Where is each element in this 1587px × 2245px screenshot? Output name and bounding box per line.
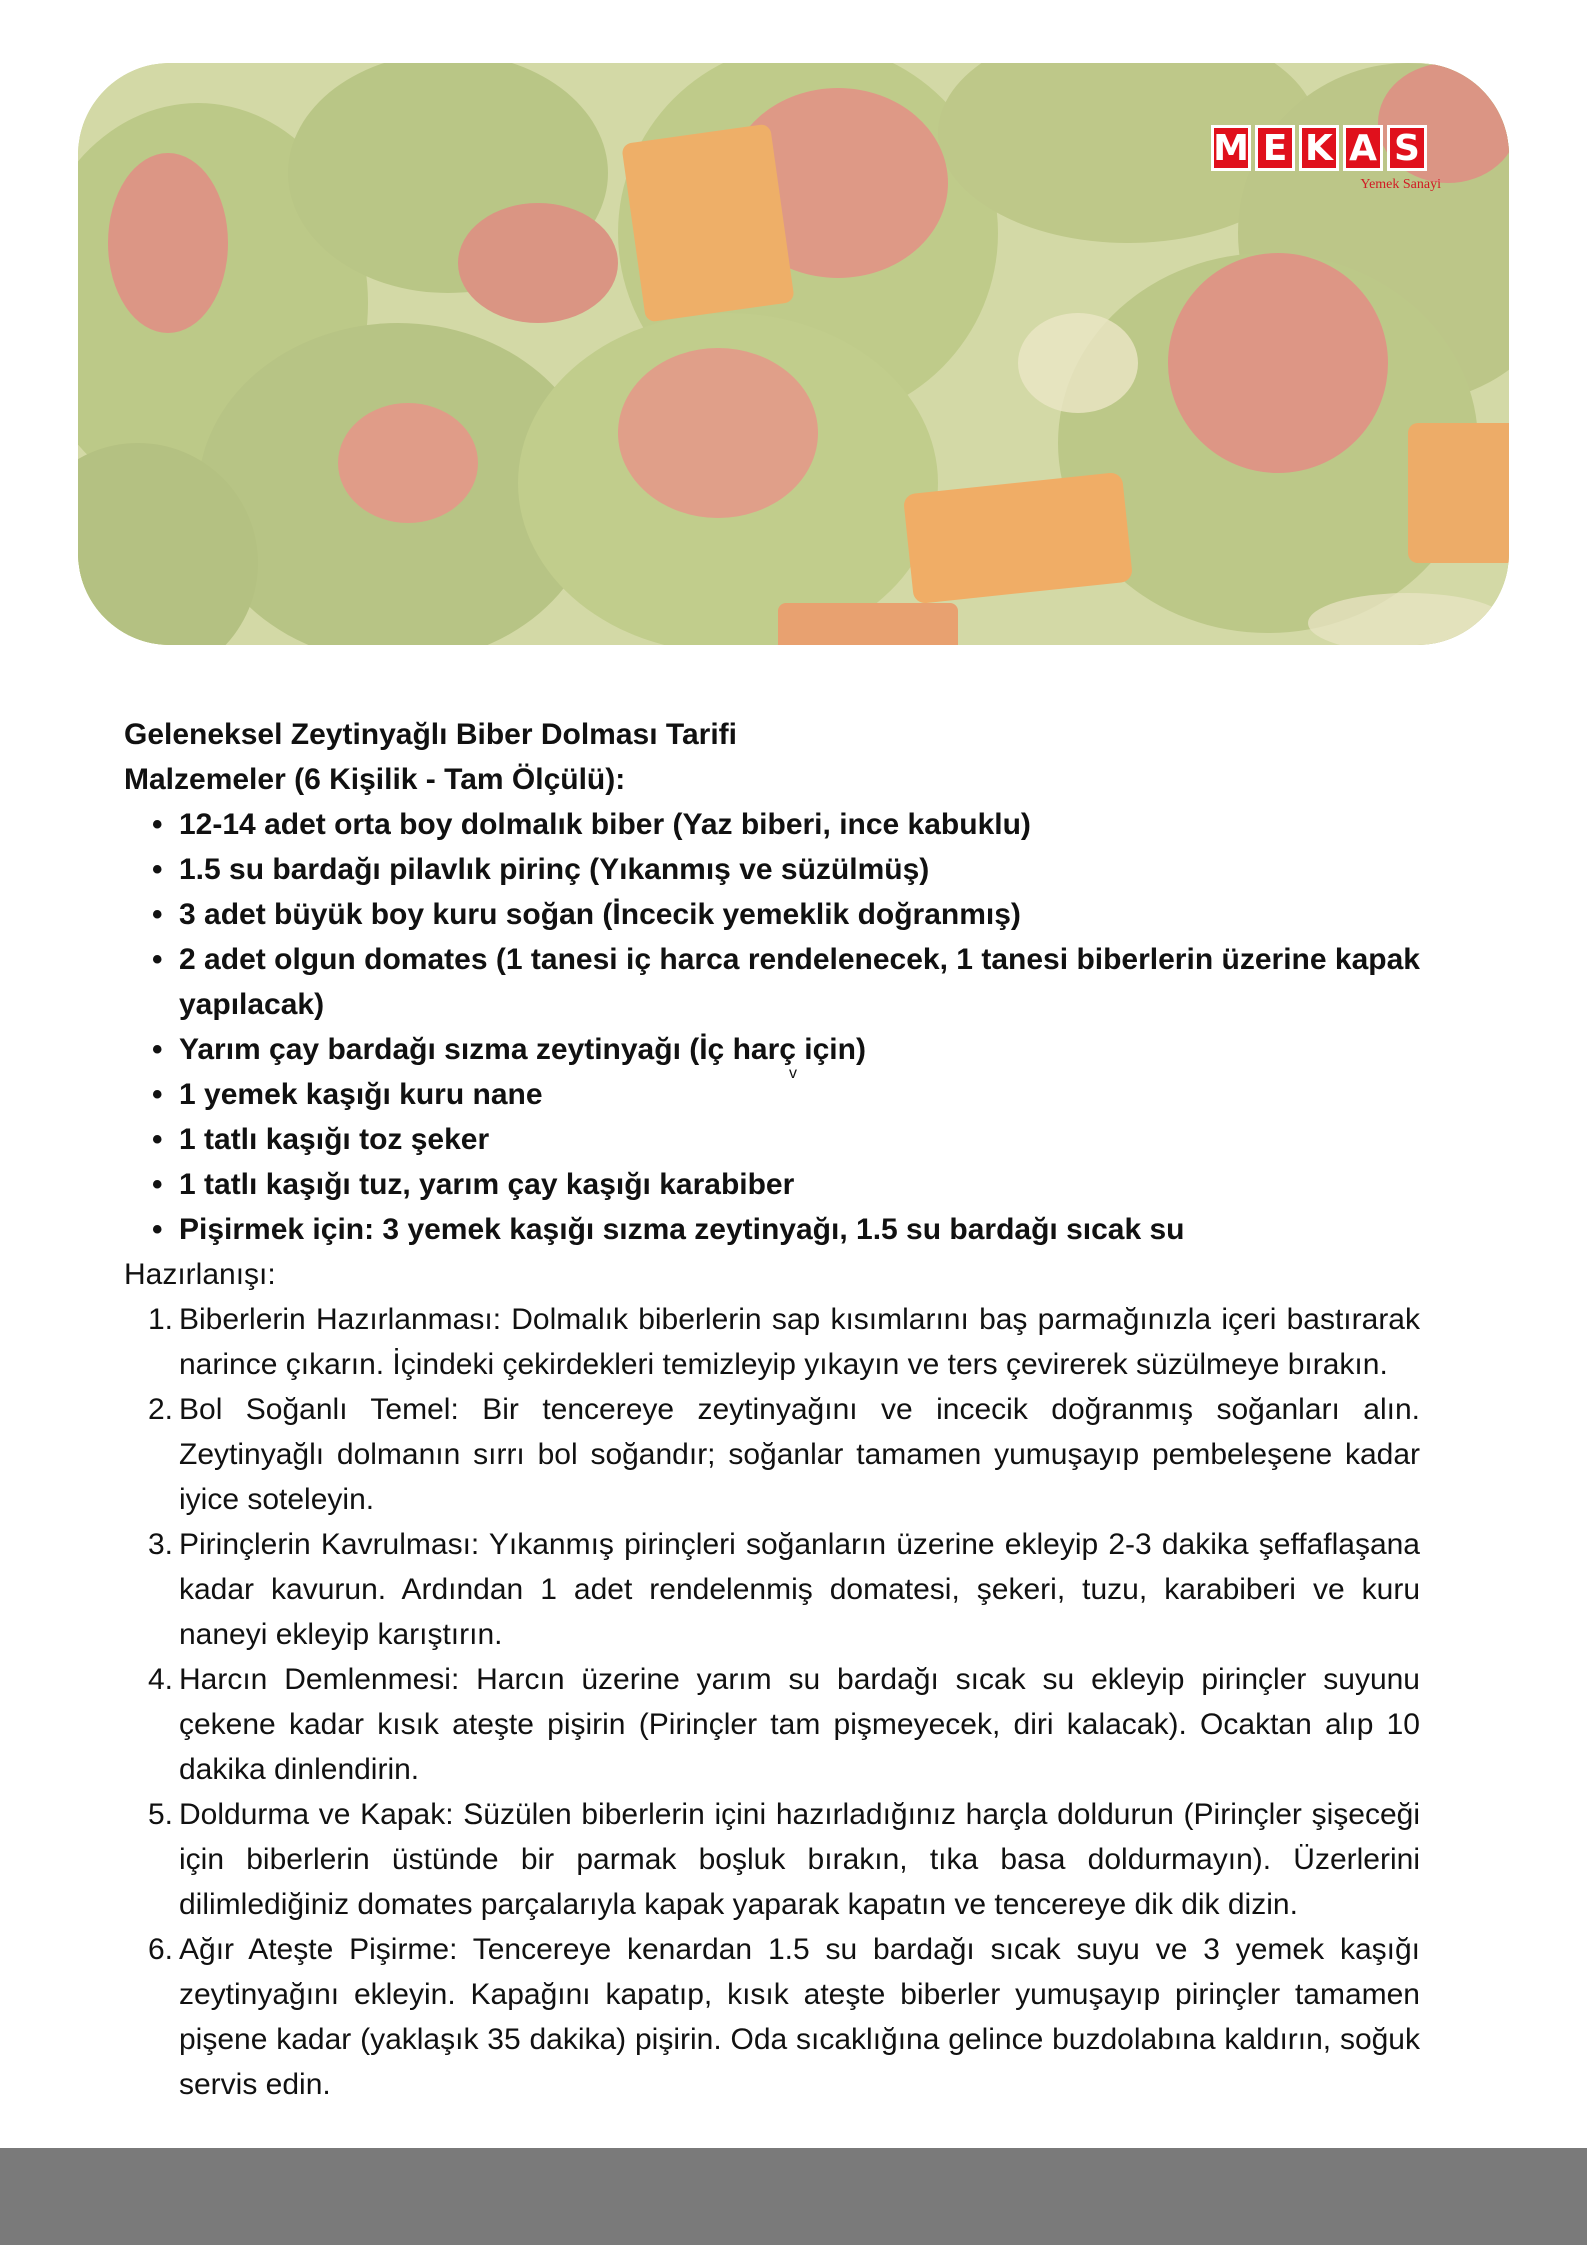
- footer-bar: [0, 2148, 1587, 2245]
- ingredient-item: • 1 tatlı kaşığı toz şeker: [124, 1117, 1420, 1162]
- stray-mark: v: [789, 1065, 797, 1082]
- step-item: [124, 1387, 1420, 1522]
- step-number: 4.: [148, 1663, 174, 1696]
- ingredient-item: • Yarım çay bardağı sızma zeytinyağı (İç harç için): [124, 1027, 1420, 1072]
- logo-letter: E: [1255, 125, 1295, 171]
- step-text: Ağır Ateşte Pişirme: Tencereye kenardan 1.5 su bardağı sıcak suyu ve 3 yemek kaşığı zeytinyağını ekleyin. Kapağını kapatıp, kısık ateşte biberler yumuşayıp pirinçler tamamen pişene kadar (yaklaşık 35 dakika) pişirin. Oda sıcaklığına gelince buzdolabına kaldırın, soğuk servis edin.: [179, 1933, 1420, 2101]
- ingredient-item: • Pişirmek için: 3 yemek kaşığı sızma zeytinyağı, 1.5 su bardağı sıcak su: [124, 1207, 1420, 1252]
- step-text: Biberlerin Hazırlanması: Dolmalık biberlerin sap kısımlarını baş parmağınızla içeri bastırarak narince çıkarın. İçindeki çekirdekleri temizleyip yıkayın ve ters çevirerek süzülmeye bırakın.: [179, 1303, 1420, 1381]
- ingredients-list: [124, 802, 1420, 1252]
- logo-letter: S: [1387, 125, 1427, 171]
- ingredient-item: • 3 adet büyük boy kuru soğan (İncecik yemeklik doğranmış): [124, 892, 1420, 937]
- logo-letter: K: [1299, 125, 1339, 171]
- step-text: Pirinçlerin Kavrulması: Yıkanmış pirinçleri soğanların üzerine ekleyip 2-3 dakika şeffaflaşana kadar kavurun. Ardından 1 adet rendelenmiş domatesi, şekeri, tuzu, karabiberi ve kuru naneyi ekleyip karıştırın.: [179, 1528, 1420, 1651]
- recipe-content: [124, 712, 1420, 2107]
- ingredient-item: • 1 yemek kaşığı kuru nane: [124, 1072, 1420, 1117]
- step-item: [124, 1522, 1420, 1657]
- preparation-steps: [124, 1297, 1420, 2107]
- step-item: [124, 1657, 1420, 1792]
- ingredients-heading: Malzemeler (6 Kişilik - Tam Ölçülü):: [124, 763, 626, 796]
- step-item: [124, 1927, 1420, 2107]
- ingredient-item: • 1 tatlı kaşığı tuz, yarım çay kaşığı karabiber: [124, 1162, 1420, 1207]
- hero-photo: [78, 63, 1509, 645]
- step-text: Harcın Demlenmesi: Harcın üzerine yarım su bardağı sıcak su ekleyip pirinçler suyunu çekene kadar kısık ateşte pişirin (Pirinçler tam pişmeyecek, diri kalacak). Ocaktan alıp 10 dakika dinlendirin.: [179, 1663, 1420, 1786]
- logo-tagline: Yemek Sanayi: [1360, 177, 1441, 192]
- step-number: 1.: [148, 1303, 174, 1336]
- step-number: 6.: [148, 1933, 174, 1966]
- step-text: Bol Soğanlı Temel: Bir tencereye zeytinyağını ve incecik doğranmış soğanları alın. Zeytinyağlı dolmanın sırrı bol soğandır; soğanlar tamamen yumuşayıp pembeleşene kadar iyice soteleyin.: [179, 1393, 1420, 1516]
- logo-letter: M: [1211, 125, 1251, 171]
- preparation-heading: Hazırlanışı:: [124, 1258, 276, 1291]
- step-item: [124, 1792, 1420, 1927]
- ingredient-item: • 1.5 su bardağı pilavlık pirinç (Yıkanmış ve süzülmüş): [124, 847, 1420, 892]
- ingredient-item: • 2 adet olgun domates (1 tanesi iç harca rendelenecek, 1 tanesi biberlerin üzerine kapak yapılacak): [124, 937, 1420, 1027]
- recipe-title: Geleneksel Zeytinyağlı Biber Dolması Tarifi: [124, 718, 737, 751]
- step-text: Doldurma ve Kapak: Süzülen biberlerin içini hazırladığınız harçla doldurun (Pirinçler şişeceği için biberlerin üstünde bir parmak boşluk bırakın, tıka basa doldurmayın). Üzerlerini dilimlediğiniz domates parçalarıyla kapak yaparak kapatın ve tencereye dik dik dizin.: [179, 1798, 1420, 1921]
- mekas-logo: [1211, 125, 1447, 203]
- step-item: [124, 1297, 1420, 1387]
- logo-letter: A: [1343, 125, 1383, 171]
- ingredient-item: • 12-14 adet orta boy dolmalık biber (Yaz biberi, ince kabuklu): [124, 802, 1420, 847]
- step-number: 2.: [148, 1393, 174, 1426]
- step-number: 3.: [148, 1528, 174, 1561]
- step-number: 5.: [148, 1798, 174, 1831]
